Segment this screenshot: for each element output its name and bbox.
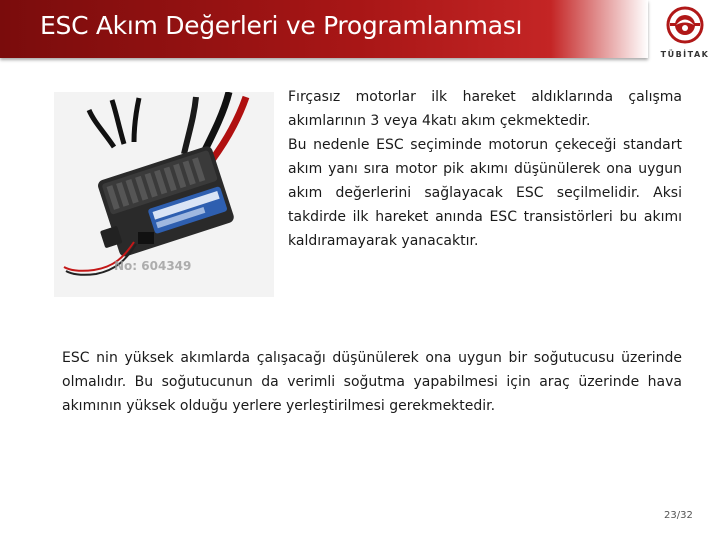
- title-bar: [0, 0, 648, 58]
- esc-photo: [54, 92, 274, 297]
- tubitak-emblem-icon: [654, 4, 716, 50]
- logo-text: TÜBİTAK: [660, 50, 710, 59]
- paragraph-right-1: Fırçasız motorlar ilk hareket aldıklarında çalışma akımlarının 3 veya 4katı akım çekmektedir.: [288, 89, 682, 129]
- paragraph-right-2: Bu nedenle ESC seçiminde motorun çekeceği standart akım yanı sıra motor pik akımı düşünülerek ona uygun akım değerlerini sağlayacak ESC seçilmelidir. Aksi takdirde ilk hareket anında ESC transistörleri bu akımı kaldıramayarak yanacaktır.: [288, 137, 682, 249]
- slide-title: ESC Akım Değerleri ve Programlanması: [40, 11, 523, 40]
- photo-watermark: No: 604349: [114, 259, 192, 273]
- tubitak-logo: [654, 4, 716, 62]
- page-number: 23/32: [664, 510, 693, 521]
- bottom-text-block: [62, 346, 682, 418]
- paragraph-bottom: ESC nin yüksek akımlarda çalışacağı düşünülerek ona uygun bir soğutucusu üzerinde olmalıdır. Bu soğutucunun da verimli soğutma yapabilmesi için araç üzerinde hava akımının yüksek olduğu yerlere yerleştirilmesi gerekmektedir.: [62, 350, 682, 414]
- right-text-block: [288, 85, 682, 253]
